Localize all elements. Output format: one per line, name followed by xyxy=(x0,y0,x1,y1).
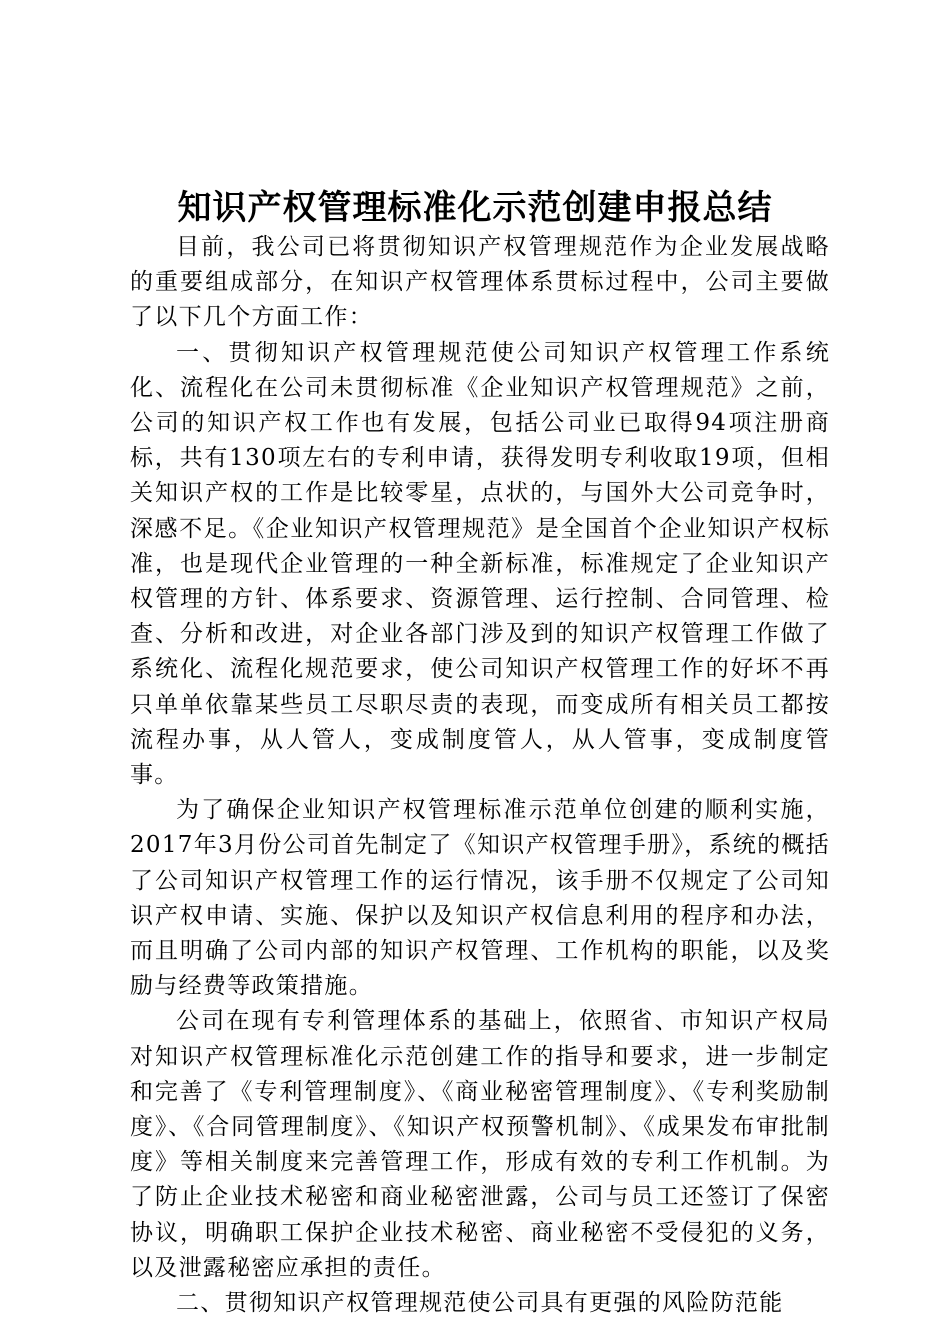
section-one-paragraph: 一、贯彻知识产权管理规范使公司知识产权管理工作系统化、流程化在公司未贯彻标准《企业知识产权管理规范》之前，公司的知识产权工作也有发展，包括公司业已取得94项注册商标，共有130项左右的专利申请，获得发明专利收取19项，但相关知识产权的工作是比较零星，点状的，与国外大公司竞争时，深感不足。《企业知识产权管理规范》是全国首个企业知识产权标准，也是现代企业管理的一种全新标准，标准规定了企业知识产权管理的方针、体系要求、资源管理、运行控制、合同管理、检查、分析和改进，对企业各部门涉及到的知识产权管理工作做了系统化、流程化规范要求，使公司知识产权管理工作的好坏不再只单单依靠某些员工尽职尽责的表现，而变成所有相关员工都按流程办事，从人管人，变成制度管人，从人管事，变成制度管事。 xyxy=(130,339,830,789)
section-two-paragraph: 二、贯彻知识产权管理规范使公司具有更强的风险防范能 xyxy=(176,1290,784,1317)
document-title: 知识产权管理标准化示范创建申报总结 xyxy=(177,188,773,228)
document-body xyxy=(130,230,830,1321)
manual-paragraph: 为了确保企业知识产权管理标准示范单位创建的顺利实施，2017年3月份公司首先制定了《知识产权管理手册》，系统的概括了公司知识产权管理工作的运行情况，该手册不仅规定了公司知识产权申请、实施、保护以及知识产权信息利用的程序和办法，而且明确了公司内部的知识产权管理、工作机构的职能，以及奖励与经费等政策措施。 xyxy=(130,797,830,1000)
intro-paragraph: 目前，我公司已将贯彻知识产权管理规范作为企业发展战略的重要组成部分，在知识产权管理体系贯标过程中，公司主要做了以下几个方面工作： xyxy=(130,234,830,331)
policies-paragraph: 公司在现有专利管理体系的基础上，依照省、市知识产权局对知识产权管理标准化示范创建工作的指导和要求，进一步制定和完善了《专利管理制度》、《商业秘密管理制度》、《专利奖励制度》、《合同管理制度》、《知识产权预警机制》、《成果发布审批制度》等相关制度来完善管理工作，形成有效的专利工作机制。为了防止企业技术秘密和商业秘密泄露，公司与员工还签订了保密协议，明确职工保护企业技术秘密、商业秘密不受侵犯的义务，以及泄露秘密应承担的责任。 xyxy=(130,1008,830,1281)
